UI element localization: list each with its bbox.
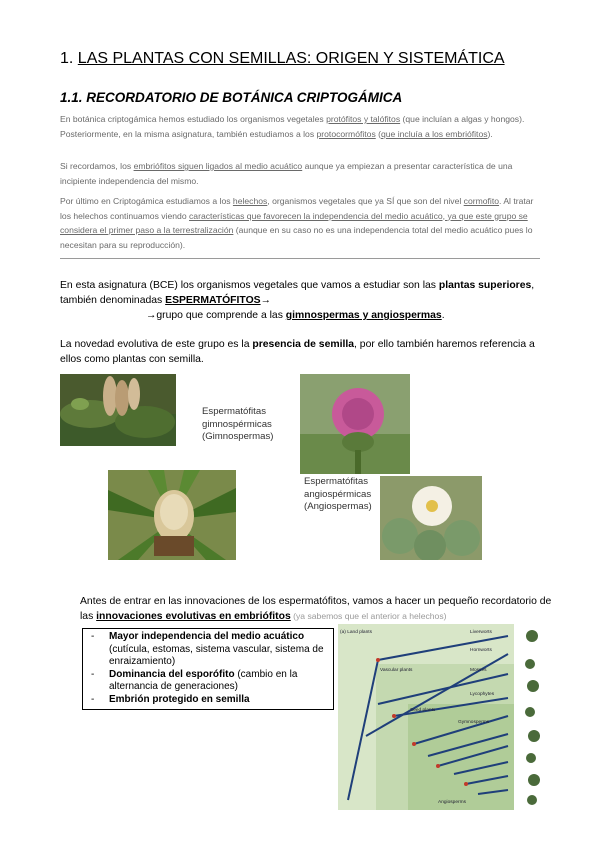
text: ( [375, 128, 381, 139]
land-plant-phylogeny-figure [338, 624, 548, 810]
text: , por ello también haremos referencia a ellos como plantas con semilla. [60, 339, 535, 365]
text: . [441, 310, 445, 321]
phylogeny-diagram [338, 624, 548, 810]
cactus-flower-photo [380, 476, 482, 560]
tree-label: Vascular plants [380, 668, 413, 673]
underlined-term: protocormófitos [316, 128, 376, 139]
tree-label: Seed plants [410, 708, 436, 713]
bold-underlined-term: ESPERMATÓFITOS [165, 295, 261, 306]
caption-line: angiospérmicas [304, 488, 372, 500]
text: . Al tratar los helechos continuamos viendo [60, 196, 534, 221]
recap-paragraph-3 [60, 194, 540, 252]
caption-line: (Angiospermas) [304, 501, 372, 512]
text: ). [487, 128, 493, 139]
section-subtitle: 1.1. RECORDATORIO DE BOTÁNICA CRIPTOGÁMICA [60, 90, 403, 105]
bold-term: presencia de semilla [252, 339, 355, 350]
caption-line: (Gimnospermas) [202, 431, 274, 442]
tree-label: Mosses [470, 668, 487, 673]
list-item [91, 669, 325, 694]
list-item [91, 694, 325, 707]
tree-label: Angiosperms [438, 800, 466, 805]
tree-label: Liverworts [470, 630, 492, 635]
text: En esta asignatura (BCE) los organismos vegetales que vamos a estudiar son las [60, 280, 439, 291]
underlined-term: cormofito [463, 196, 500, 206]
note: (ya sabemos que el anterior a helechos) [290, 611, 447, 621]
text: (cambio en la alternancia de generaciones) [109, 668, 298, 692]
tree-label: Hornworts [470, 648, 492, 653]
underlined-term: protófitos y talófitos [326, 114, 401, 124]
thistle-flower-photo [300, 374, 410, 474]
arrow: → [260, 295, 271, 306]
list-dash: - [91, 693, 95, 705]
innovations-intro [80, 594, 560, 624]
underlined-term: helechos [232, 196, 268, 206]
list-dash: - [91, 631, 95, 642]
text: (cutícula, estomas, sistema vascular, sistema de enraizamiento) [109, 643, 324, 667]
text: Si recordamos, los [60, 161, 134, 171]
angiosperm-caption [304, 476, 372, 514]
title-number: 1. [60, 50, 74, 67]
caption-line: Espermatófitas [304, 476, 368, 487]
text: La novedad evolutiva de este grupo es la [60, 339, 253, 350]
bold-term: plantas superiores [438, 280, 532, 291]
page-title [60, 50, 505, 68]
spermatophyte-photo-collage [60, 374, 540, 560]
recap-paragraph-1 [60, 112, 540, 141]
text: En botánica criptogámica hemos estudiado los organismos vegetales [60, 114, 327, 124]
bold-term: Dominancia del esporófito [109, 668, 235, 680]
recap-paragraph-2 [60, 159, 540, 188]
text: , organismos vegetales que ya SÍ que son del nivel [267, 196, 464, 206]
text: , también denominadas [60, 280, 535, 306]
underlined-term: que incluía a los embriófitos [381, 128, 488, 139]
gymnosperm-caption [202, 406, 273, 444]
title-text: LAS PLANTAS CON SEMILLAS: ORIGEN Y SISTEMÁTICA [77, 50, 505, 67]
indented-line [60, 310, 445, 321]
conifer-cones-photo [60, 374, 176, 446]
text: Por último en Criptogámica estudiamos a los [60, 196, 233, 206]
tree-label: (a) Land plants [340, 630, 372, 635]
text: →grupo que comprende a las [146, 310, 286, 321]
body-paragraph-1 [60, 278, 540, 323]
bold-term: Mayor independencia del medio acuático [109, 631, 305, 642]
text: (aunque en su caso no es una independencia total del medio acuático pues lo necesitan para su reproducción). [60, 225, 533, 250]
text: Antes de entrar en las innovaciones de los espermatófitos, vamos a hacer un pequeño recordatorio de las [80, 596, 552, 622]
caption-line: Espermatófitas [202, 406, 266, 417]
text: (que incluían a algas y hongos). Posteriormente, en la misma asignatura, también estudiamos a los [60, 114, 525, 139]
innovations-list [91, 631, 325, 706]
body-paragraph-2 [60, 337, 540, 367]
list-item [91, 631, 325, 669]
underlined-term: características que favorecen la independencia del medio acuático, ya que este grupo se considera el primer paso a la terrestralización [60, 210, 528, 235]
bold-underlined-term: gimnospermas y angiospermas [285, 310, 442, 321]
bold-term: Embrión protegido en semilla [109, 693, 250, 705]
bold-underlined-term: innovaciones evolutivas en embriófitos [96, 611, 291, 622]
tree-label: Lycophytes [470, 692, 495, 697]
underlined-term: embriófitos siguen ligados al medio acuático [133, 161, 303, 171]
tree-label: Gymnosperms [458, 720, 490, 725]
text: aunque ya empiezan a presentar característica de una incipiente independencia del mismo. [60, 161, 513, 186]
innovations-list-box [82, 628, 334, 710]
caption-line: gimnospérmicas [202, 418, 272, 430]
horizontal-rule [60, 258, 540, 259]
cycad-cone-photo [108, 470, 236, 560]
list-dash: - [91, 668, 95, 680]
